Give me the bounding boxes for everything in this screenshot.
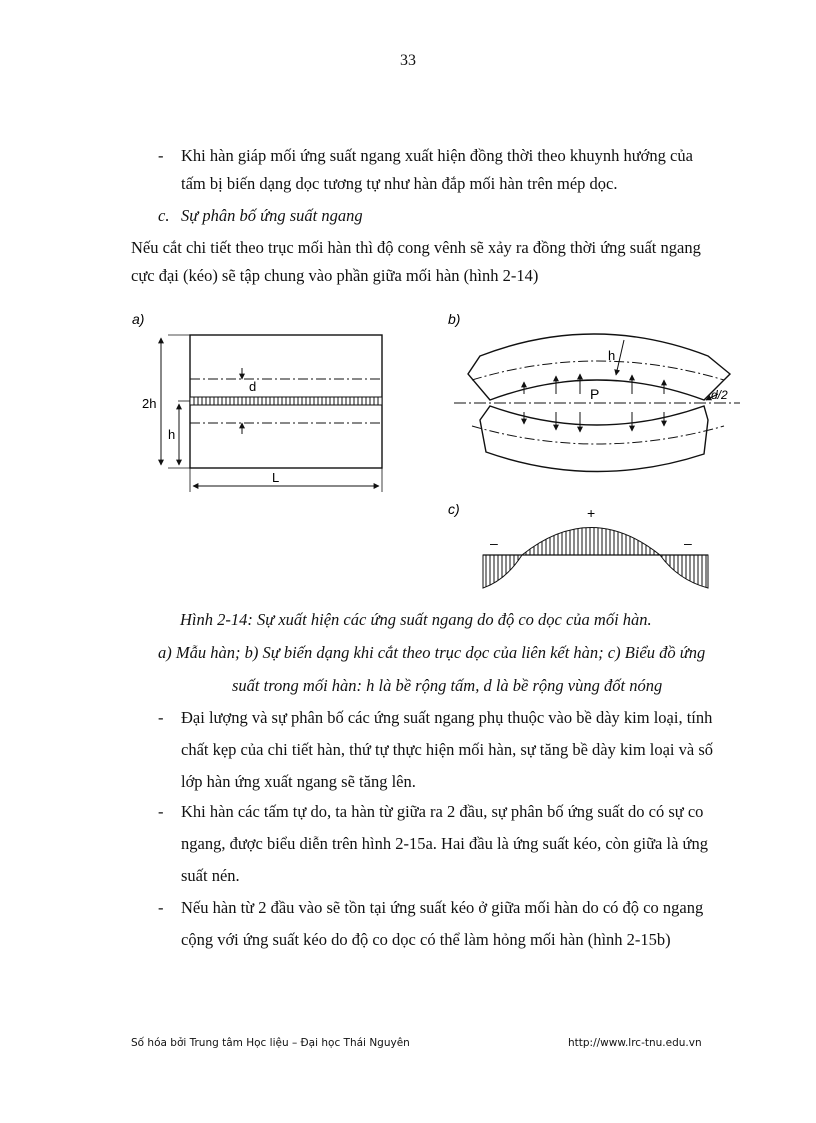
c-minus-left-label: – (490, 535, 498, 551)
bullet-dash: - (158, 146, 164, 165)
bullet1-line3: lớp hàn ứng xuất ngang sẽ tăng lên. (181, 772, 416, 791)
bullet1-line1: Đại lượng và sự phân bố các ứng suất ngang phụ thuộc vào bề dày kim loại, tính (181, 708, 713, 727)
para1-line2: tấm bị biến dạng dọc tương tự như hàn đắp mối hàn trên mép dọc. (181, 174, 618, 193)
bullet-dash: - (158, 802, 164, 821)
bullet2-line2: ngang, được biểu diễn trên hình 2-15a. Hai đầu là ứng suất kéo, còn giữa là ứng (181, 834, 708, 853)
figure-caption-line3: suất trong mối hàn: h là bề rộng tấm, d là bề rộng vùng đốt nóng (232, 676, 663, 695)
section-c-marker: c. (158, 206, 170, 225)
bullet3-line2: cộng với ứng suất kéo do độ co dọc có thể làm hỏng mối hàn (hình 2-15b) (181, 930, 671, 949)
b-d2-label: d/2 (711, 388, 728, 402)
bullet1-line2: chất kẹp của chi tiết hàn, thứ tự thực hiện mối hàn, sự tăng bề dày kim loại và số (181, 740, 714, 759)
c-minus-right-label: – (684, 535, 692, 551)
deformed-line-top (472, 361, 724, 380)
para2-line2: cực đại (kéo) sẽ tập chung vào phần giữa mối hàn (hình 2-14) (131, 266, 539, 285)
dim-h-label: h (168, 427, 176, 442)
figure-part-c (448, 501, 708, 588)
lower-plate (480, 406, 708, 472)
dim-L-label: L (272, 470, 280, 485)
figure-part-b (448, 311, 740, 472)
bullet-dash: - (158, 898, 164, 917)
bullet-dash: - (158, 708, 164, 727)
dim-2h-label: 2h (142, 396, 157, 411)
bullet2-line3: suất nén. (181, 866, 240, 885)
label-b: b) (448, 311, 461, 327)
page-number: 33 (400, 52, 416, 69)
para2-line1: Nếu cắt chi tiết theo trục mối hàn thì độ cong vênh sẽ xảy ra đồng thời ứng suất ngang (131, 238, 701, 257)
label-a: a) (132, 311, 145, 327)
stress-region-positive (522, 528, 660, 556)
weld-bead (190, 397, 382, 405)
label-c: c) (448, 501, 460, 517)
figure-part-a (132, 311, 382, 492)
dim-d-label: d (249, 379, 257, 394)
stress-region-negative-right (660, 555, 708, 588)
b-h-label: h (608, 348, 616, 363)
b-P-label: P (590, 386, 600, 402)
deformed-line-bottom (472, 426, 724, 444)
stress-region-negative-left (483, 555, 522, 588)
figure-caption-line2: a) Mẫu hàn; b) Sự biến dạng khi cắt theo trục dọc của liên kết hàn; c) Biểu đồ ứng (158, 643, 706, 662)
section-c-title: Sự phân bố ứng suất ngang (181, 206, 363, 225)
bullet3-line1: Nếu hàn từ 2 đầu vào sẽ tồn tại ứng suất kéo ở giữa mối hàn do có độ co ngang (181, 898, 704, 917)
figure-2-14 (128, 302, 742, 598)
para1-line1: Khi hàn giáp mối ứng suất ngang xuất hiện đồng thời theo khuynh hướng của (181, 146, 693, 165)
bullet2-line1: Khi hàn các tấm tự do, ta hàn từ giữa ra 2 đầu, sự phân bố ứng suất do có sự co (181, 802, 704, 821)
c-plus-label: + (587, 505, 596, 521)
footer-left: Số hóa bởi Trung tâm Học liệu – Đại học Thái Nguyên (131, 1037, 410, 1049)
footer-url[interactable]: http://www.lrc-tnu.edu.vn (568, 1037, 702, 1049)
b-h-arrow (616, 340, 624, 375)
figure-caption-title: Hình 2-14: Sự xuất hiện các ứng suất ngang do độ co dọc của mối hàn. (180, 610, 652, 629)
